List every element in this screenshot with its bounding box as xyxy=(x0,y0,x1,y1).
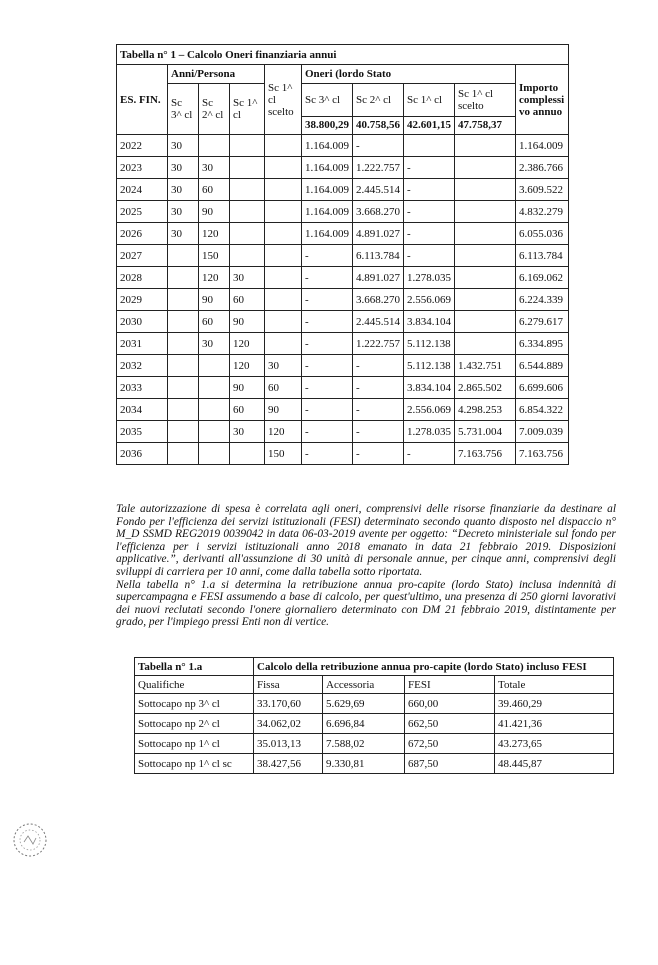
table-cell: 33.170,60 xyxy=(254,694,323,714)
table-cell xyxy=(265,135,302,157)
table-cell: 2.386.766 xyxy=(516,157,569,179)
table-cell: 2027 xyxy=(117,245,168,267)
table-cell xyxy=(265,267,302,289)
table-cell: 6.854.322 xyxy=(516,399,569,421)
table-cell: 120 xyxy=(199,267,230,289)
table-row xyxy=(117,267,569,289)
table-cell xyxy=(230,223,265,245)
table-row xyxy=(135,754,614,774)
column-header: Sc 1^ cl scelto xyxy=(455,84,516,117)
oneri-table xyxy=(116,44,569,465)
table-cell: - xyxy=(353,355,404,377)
table-cell: 2.445.514 xyxy=(353,311,404,333)
table-cell: - xyxy=(302,267,353,289)
table-cell xyxy=(455,179,516,201)
column-header: Accessoria xyxy=(323,676,405,694)
table-cell: 6.169.062 xyxy=(516,267,569,289)
retribuzione-table xyxy=(134,657,614,774)
table-cell xyxy=(404,135,455,157)
table-title: Calcolo della retribuzione annua pro-capite (lordo Stato) incluso FESI xyxy=(254,658,614,676)
table-cell: - xyxy=(302,399,353,421)
table-cell: 1.278.035 xyxy=(404,267,455,289)
table-cell: 6.279.617 xyxy=(516,311,569,333)
table-cell: 2034 xyxy=(117,399,168,421)
table-cell: 39.460,29 xyxy=(495,694,614,714)
table-cell: 120 xyxy=(265,421,302,443)
table-cell: - xyxy=(353,135,404,157)
table-cell: - xyxy=(353,421,404,443)
paragraph: Nella tabella n° 1.a si determina la retribuzione annua pro-capite (lordo Stato) inclusa indennità di supercampagna e FESI assumendo a base di calcolo, per quest'ultimo, una presenza di 250 giorni lavorativi dei nuovi reclutati secondo l'onere giornaliero determinato con DM 21 febbraio 2019, distintamente per grado, per l'impiego pressi Enti non di vertice. xyxy=(116,578,616,629)
table-cell: 672,50 xyxy=(405,734,495,754)
table-cell: 60 xyxy=(230,399,265,421)
column-header: Sc 1^ cl scelto xyxy=(265,65,302,135)
table-cell xyxy=(265,201,302,223)
table-cell xyxy=(230,179,265,201)
table-cell xyxy=(199,135,230,157)
paragraph: Tale autorizzazione di spesa è correlata agli oneri, comprensivi delle risorse finanziarie da destinare al Fondo per l'efficienza dei servizi istituzionali (FESI) determinato secondo quanto disposto nel dispaccio n° M_D SSMD REG2019 0039042 in data 06-03-2019 avente per oggetto: “Decreto ministeriale sul fondo per l'efficienza per i servizi istituzionali anno 2018 emanato in data 21 febbraio 2019. Disposizioni applicative.”, derivanti all'assunzione di 30 unità di personale annue, per cinque anni, comprensivi degli sviluppi di carriera per 10 anni, come dalla tabella sotto riportata. xyxy=(116,503,616,578)
table-cell: 48.445,87 xyxy=(495,754,614,774)
table-row xyxy=(117,289,569,311)
column-header: Sc 1^ cl xyxy=(230,84,265,135)
table-cell xyxy=(455,311,516,333)
table-cell xyxy=(455,157,516,179)
table-cell xyxy=(265,311,302,333)
table-cell: 1.222.757 xyxy=(353,333,404,355)
table-row xyxy=(117,245,569,267)
table-cell: 2.556.069 xyxy=(404,399,455,421)
table-cell: 2036 xyxy=(117,443,168,465)
table-cell xyxy=(230,245,265,267)
table-cell xyxy=(230,135,265,157)
table-cell: 30 xyxy=(168,201,199,223)
table-caption: Tabella n° 1.a xyxy=(135,658,254,676)
table-cell: 38.427,56 xyxy=(254,754,323,774)
table-cell: 90 xyxy=(230,311,265,333)
table-cell: 2.445.514 xyxy=(353,179,404,201)
table-cell: 120 xyxy=(199,223,230,245)
table-cell: 4.832.279 xyxy=(516,201,569,223)
table-cell: 2033 xyxy=(117,377,168,399)
column-header: Sc 3^ cl xyxy=(168,84,199,135)
table-cell xyxy=(168,333,199,355)
table-cell: 4.891.027 xyxy=(353,267,404,289)
table-cell: Sottocapo np 1^ cl sc xyxy=(135,754,254,774)
table-cell: - xyxy=(302,421,353,443)
table-caption: Tabella n° 1 – Calcolo Oneri finanziaria annui xyxy=(117,45,569,65)
table-cell: 43.273,65 xyxy=(495,734,614,754)
table-cell: 90 xyxy=(265,399,302,421)
table-cell xyxy=(168,355,199,377)
table-cell xyxy=(230,443,265,465)
stamp-seal-icon xyxy=(10,820,50,860)
table-cell: 5.629,69 xyxy=(323,694,405,714)
column-header: Fissa xyxy=(254,676,323,694)
table-cell xyxy=(455,201,516,223)
table-cell: 90 xyxy=(230,377,265,399)
table-row xyxy=(117,201,569,223)
table-cell: 34.062,02 xyxy=(254,714,323,734)
table-row xyxy=(117,377,569,399)
table-cell: 5.731.004 xyxy=(455,421,516,443)
table-cell: 4.891.027 xyxy=(353,223,404,245)
table-cell: 1.432.751 xyxy=(455,355,516,377)
table-cell xyxy=(265,333,302,355)
column-header: Sc 1^ cl xyxy=(404,84,455,117)
table-cell xyxy=(265,179,302,201)
table-cell: 2.556.069 xyxy=(404,289,455,311)
table-cell: - xyxy=(404,245,455,267)
table-cell: 1.164.009 xyxy=(302,135,353,157)
table-cell: 2035 xyxy=(117,421,168,443)
table-cell: 150 xyxy=(265,443,302,465)
table-row xyxy=(135,694,614,714)
table-cell: 660,00 xyxy=(405,694,495,714)
table-cell: 90 xyxy=(199,201,230,223)
table-cell: 1.164.009 xyxy=(302,157,353,179)
table-cell: 30 xyxy=(265,355,302,377)
table-cell: 2023 xyxy=(117,157,168,179)
table-cell: 1.222.757 xyxy=(353,157,404,179)
table-row xyxy=(117,443,569,465)
table-cell: 90 xyxy=(199,289,230,311)
table-cell: 5.112.138 xyxy=(404,355,455,377)
table-cell: 30 xyxy=(168,223,199,245)
table-cell: 2028 xyxy=(117,267,168,289)
table-cell: 7.163.756 xyxy=(455,443,516,465)
table-cell: 2032 xyxy=(117,355,168,377)
table-cell xyxy=(168,245,199,267)
table-cell: 2022 xyxy=(117,135,168,157)
table-cell xyxy=(455,267,516,289)
table-cell: - xyxy=(353,443,404,465)
table-cell: 7.009.039 xyxy=(516,421,569,443)
table-cell xyxy=(199,399,230,421)
table-cell: 3.668.270 xyxy=(353,201,404,223)
table-cell: 30 xyxy=(168,135,199,157)
table-cell xyxy=(455,333,516,355)
table-cell xyxy=(168,377,199,399)
column-header: FESI xyxy=(405,676,495,694)
column-header-importo: Importo complessi vo annuo xyxy=(516,65,569,135)
table-cell: 6.696,84 xyxy=(323,714,405,734)
table-cell xyxy=(168,289,199,311)
table-row xyxy=(117,311,569,333)
table-cell: Sottocapo np 2^ cl xyxy=(135,714,254,734)
table-cell: 662,50 xyxy=(405,714,495,734)
table-cell: 7.588,02 xyxy=(323,734,405,754)
table-cell: 150 xyxy=(199,245,230,267)
table-cell: 6.544.889 xyxy=(516,355,569,377)
table-cell: Sottocapo np 3^ cl xyxy=(135,694,254,714)
column-header: Sc 2^ cl xyxy=(353,84,404,117)
column-header: Qualifiche xyxy=(135,676,254,694)
table-cell: - xyxy=(302,289,353,311)
table-cell: 2031 xyxy=(117,333,168,355)
table-cell xyxy=(168,443,199,465)
table-cell xyxy=(168,421,199,443)
table-cell: 5.112.138 xyxy=(404,333,455,355)
table-cell xyxy=(455,289,516,311)
table-cell xyxy=(168,399,199,421)
body-text xyxy=(116,503,616,629)
unit-cost: 47.758,37 xyxy=(455,116,516,134)
table-cell: 1.278.035 xyxy=(404,421,455,443)
table-cell: 6.334.895 xyxy=(516,333,569,355)
table-cell: 2.865.502 xyxy=(455,377,516,399)
table-cell: 120 xyxy=(230,333,265,355)
table-cell: 6.699.606 xyxy=(516,377,569,399)
table-cell: 1.164.009 xyxy=(516,135,569,157)
table-cell xyxy=(455,135,516,157)
table-row xyxy=(117,355,569,377)
table-cell: 3.834.104 xyxy=(404,311,455,333)
unit-cost: 40.758,56 xyxy=(353,116,404,134)
table-cell: 4.298.253 xyxy=(455,399,516,421)
table-cell: 30 xyxy=(168,157,199,179)
table-row xyxy=(135,734,614,754)
table-row xyxy=(117,157,569,179)
table-cell: 30 xyxy=(199,333,230,355)
table-cell: - xyxy=(353,377,404,399)
table-row xyxy=(117,223,569,245)
table-cell: 6.113.784 xyxy=(516,245,569,267)
table-cell: 3.834.104 xyxy=(404,377,455,399)
unit-cost: 42.601,15 xyxy=(404,116,455,134)
table-cell xyxy=(199,421,230,443)
table-cell: - xyxy=(302,311,353,333)
table-cell: - xyxy=(404,179,455,201)
table-cell xyxy=(265,223,302,245)
table-cell: - xyxy=(302,333,353,355)
table-cell: Sottocapo np 1^ cl xyxy=(135,734,254,754)
table-cell: 9.330,81 xyxy=(323,754,405,774)
table-cell: 6.055.036 xyxy=(516,223,569,245)
table-cell: 30 xyxy=(199,157,230,179)
table-row xyxy=(117,399,569,421)
table-cell: - xyxy=(404,443,455,465)
table-cell xyxy=(168,267,199,289)
table-cell xyxy=(230,201,265,223)
column-header: Sc 3^ cl xyxy=(302,84,353,117)
table-cell xyxy=(265,157,302,179)
table-cell xyxy=(199,355,230,377)
table-row xyxy=(117,179,569,201)
table-cell: 60 xyxy=(199,179,230,201)
table-cell xyxy=(168,311,199,333)
column-header: Totale xyxy=(495,676,614,694)
table-cell: 2025 xyxy=(117,201,168,223)
table-cell: 60 xyxy=(199,311,230,333)
table-cell: 3.668.270 xyxy=(353,289,404,311)
column-header: Sc 2^ cl xyxy=(199,84,230,135)
table-row xyxy=(117,135,569,157)
table-cell xyxy=(455,245,516,267)
table-cell: 2026 xyxy=(117,223,168,245)
table-cell: 30 xyxy=(230,421,265,443)
table-cell: - xyxy=(404,223,455,245)
table-cell: 1.164.009 xyxy=(302,201,353,223)
table-cell xyxy=(455,223,516,245)
table-row xyxy=(117,421,569,443)
table-cell: - xyxy=(302,443,353,465)
table-cell: 60 xyxy=(230,289,265,311)
table-cell: - xyxy=(404,201,455,223)
table-cell xyxy=(199,443,230,465)
table-row xyxy=(117,333,569,355)
table-cell: - xyxy=(302,377,353,399)
table-cell: 35.013,13 xyxy=(254,734,323,754)
table-cell: 6.224.339 xyxy=(516,289,569,311)
group-header-oneri: Oneri (lordo Stato xyxy=(302,65,516,84)
table-cell: 2030 xyxy=(117,311,168,333)
table-cell xyxy=(199,377,230,399)
table-cell: - xyxy=(404,157,455,179)
table-cell xyxy=(230,157,265,179)
table-cell xyxy=(265,289,302,311)
table-cell: - xyxy=(302,245,353,267)
table-cell: 60 xyxy=(265,377,302,399)
table-cell: 6.113.784 xyxy=(353,245,404,267)
unit-cost: 38.800,29 xyxy=(302,116,353,134)
table-cell: - xyxy=(302,355,353,377)
table-cell: 2024 xyxy=(117,179,168,201)
group-header-anni-persona: Anni/Persona xyxy=(168,65,265,84)
table-cell: 30 xyxy=(168,179,199,201)
table-cell: 30 xyxy=(230,267,265,289)
table-cell: 2029 xyxy=(117,289,168,311)
table-cell: 3.609.522 xyxy=(516,179,569,201)
column-header-es-fin: ES. FIN. xyxy=(117,65,168,135)
table-cell: 1.164.009 xyxy=(302,223,353,245)
table-row xyxy=(135,714,614,734)
table-cell: - xyxy=(353,399,404,421)
table-cell: 7.163.756 xyxy=(516,443,569,465)
table-cell: 120 xyxy=(230,355,265,377)
table-cell: 1.164.009 xyxy=(302,179,353,201)
table-cell: 687,50 xyxy=(405,754,495,774)
table-cell xyxy=(265,245,302,267)
table-cell: 41.421,36 xyxy=(495,714,614,734)
